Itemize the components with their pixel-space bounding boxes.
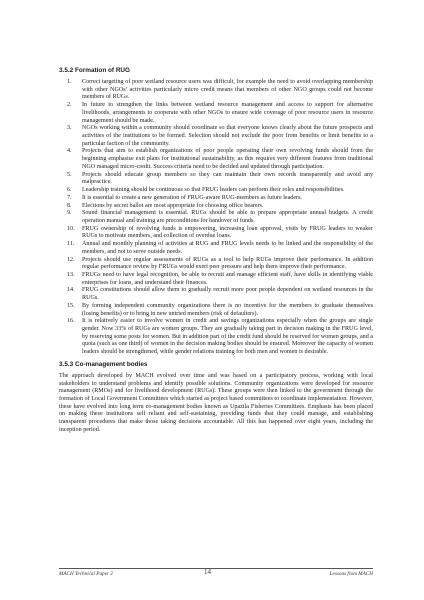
list-item [59, 303, 373, 318]
list-item-number: 13. [67, 271, 75, 278]
page-content [59, 67, 373, 435]
list-item [59, 79, 373, 102]
co-management-paragraph: The approach developed by MACH evolved over time and was based on a participatory process, working with local stakeholders to understand problems and identify possible solutions. Community organizations were developed for resource management (RMOs) and for livelihood development (RUGs). These groups were then linked to the government through the formation of Local Government Committees which started as project based committees to coordinate implementation. However, these have evolved into long term co-management bodies known as Upazila Fisheries Committees. Emphasis has been placed on making these institutions self reliant and self-sustaining, providing funds that they could manage, and establishing transparent procedures that make those taking decisions accountable. All this has happened over eight years, including the inception period. [59, 372, 373, 433]
list-item [59, 257, 373, 272]
list-item-number: 7. [67, 194, 72, 201]
list-item-number: 15. [67, 302, 75, 309]
list-item-number: 8. [67, 202, 72, 209]
footer-document-title: Lessons from MACH [329, 571, 373, 577]
list-item [59, 272, 373, 287]
footer-series-title: MACH Technical Paper 2 [59, 571, 113, 577]
list-item-number: 12. [67, 256, 75, 263]
list-item-text: FRUGs need to have legal recognition, be able to recruit and manage efficient staff, have skills in identifying viable enterprises for loans, and understand their finances. [82, 271, 373, 286]
list-item [59, 241, 373, 256]
list-item-number: 3. [67, 125, 72, 132]
list-item-text: In future to strengthen the links between wetland resource management and access to support for alternative livelihoods, arrangements to cooperate with other NGOs to ensure wide coverage of poor resource users in resource management should be made. [82, 102, 373, 124]
list-item-text: FRUG constitutions should allow them to gradually recruit more poor people dependent on wetland resources in the RUGs. [82, 287, 373, 302]
list-item [59, 226, 373, 241]
lessons-list [59, 79, 373, 357]
list-item-text: It is relatively easier to involve women in credit and savings organizations especially when the groups are single gender. Now 33% of RUGs are women groups. They are gradually taking part in decision making in the FRUG level, by reserving some posts for women. But in addition part of the credit fund should be reserved for women groups, and a quota (such as one third) of women in the decision making bodies should be ensured. Moreover the capacity of women leaders should be strengthened, while gender relations training for both men and women is desirable. [82, 318, 373, 356]
list-item-text: Leadership training should be continuous so that FRUG leaders can perform their roles and responsibilities. [82, 187, 345, 194]
list-item [59, 195, 373, 203]
list-item [59, 287, 373, 302]
list-item-number: 6. [67, 187, 72, 194]
list-item-number: 16. [67, 318, 75, 325]
list-item [59, 318, 373, 357]
list-item-number: 14. [67, 287, 75, 294]
list-item-text: FRUG ownership of revolving funds is empowering, increasing loan approval, visits by FRUG leaders to weaker RUGs to motivate members, and collection of overdue loans. [82, 225, 373, 240]
list-item [59, 210, 373, 225]
list-item-number: 9. [67, 210, 72, 217]
list-item-number: 5. [67, 171, 72, 178]
list-item-text: Projects should use regular assessments of RUGs as a tool to help RUGs improve their performance. In addition regular performance review by FRUGs would exert peer pressure and help them improve their performance. [82, 256, 373, 271]
list-item-text: Projects that aim to establish organizations of poor people operating their own revolving funds should from the beginning emphasise exit plans for institutional sustainability, as this requires very different features from traditional NGO managed micro-credit. Success criteria need to be decided and updated through participation. [82, 148, 373, 170]
list-item [59, 172, 373, 187]
list-item-number: 1. [67, 79, 72, 85]
list-item-number: 2. [67, 102, 72, 109]
page-footer [59, 568, 373, 579]
list-item [59, 187, 373, 195]
list-item-text: Sound financial management is essential. RUGs should be able to prepare appropriate annual budgets. A credit operation manual and training are preconditions for handover of funds. [82, 210, 373, 224]
section-heading-co-management-bodies: 3.5.3 Co-management bodies [59, 360, 148, 368]
list-item-text: Correct targeting of poor wetland resource users was difficult, for example the need to avoid overlapping membership with other NGOs’ activities particularly micro credit means that members of other NGO groups could not become members of RUGs. [82, 79, 373, 101]
list-item-number: 10. [67, 225, 75, 232]
list-item [59, 102, 373, 125]
list-item-text: By forming independent community organizations there is no incentive for the members to graduate themselves (losing benefits) or to bring in new untried members (risk of defaulters). [82, 302, 373, 317]
list-item-text: Projects should educate group members so they can maintain their own records transparently and avoid any malpractice. [82, 171, 373, 186]
list-item-text: NGOs working within a community should coordinate so that everyone knows clearly about the future prospects and activities of the institutions to be formed. Selection should not exclude the poor from benefits or limit benefits to a particular faction of the community. [82, 125, 373, 147]
list-item-text: Annual and monthly planning of activities at RUG and FRUG levels needs to be linked and the responsibility of the members, and not to serve outside needs. [82, 241, 373, 255]
list-item-text: Elections by secret ballot are most appropriate for choosing office bearers. [82, 202, 264, 209]
list-item-text: It is essential to create a new generation of FRUG-aware RUG-members as future leaders. [82, 194, 302, 201]
section-heading-formation-of-rug: 3.5.2 Formation of RUG [59, 67, 131, 74]
list-item-number: 4. [67, 148, 72, 155]
page-number: 14 [204, 568, 211, 576]
list-item [59, 148, 373, 171]
list-item [59, 125, 373, 148]
list-item-number: 11. [67, 241, 75, 248]
